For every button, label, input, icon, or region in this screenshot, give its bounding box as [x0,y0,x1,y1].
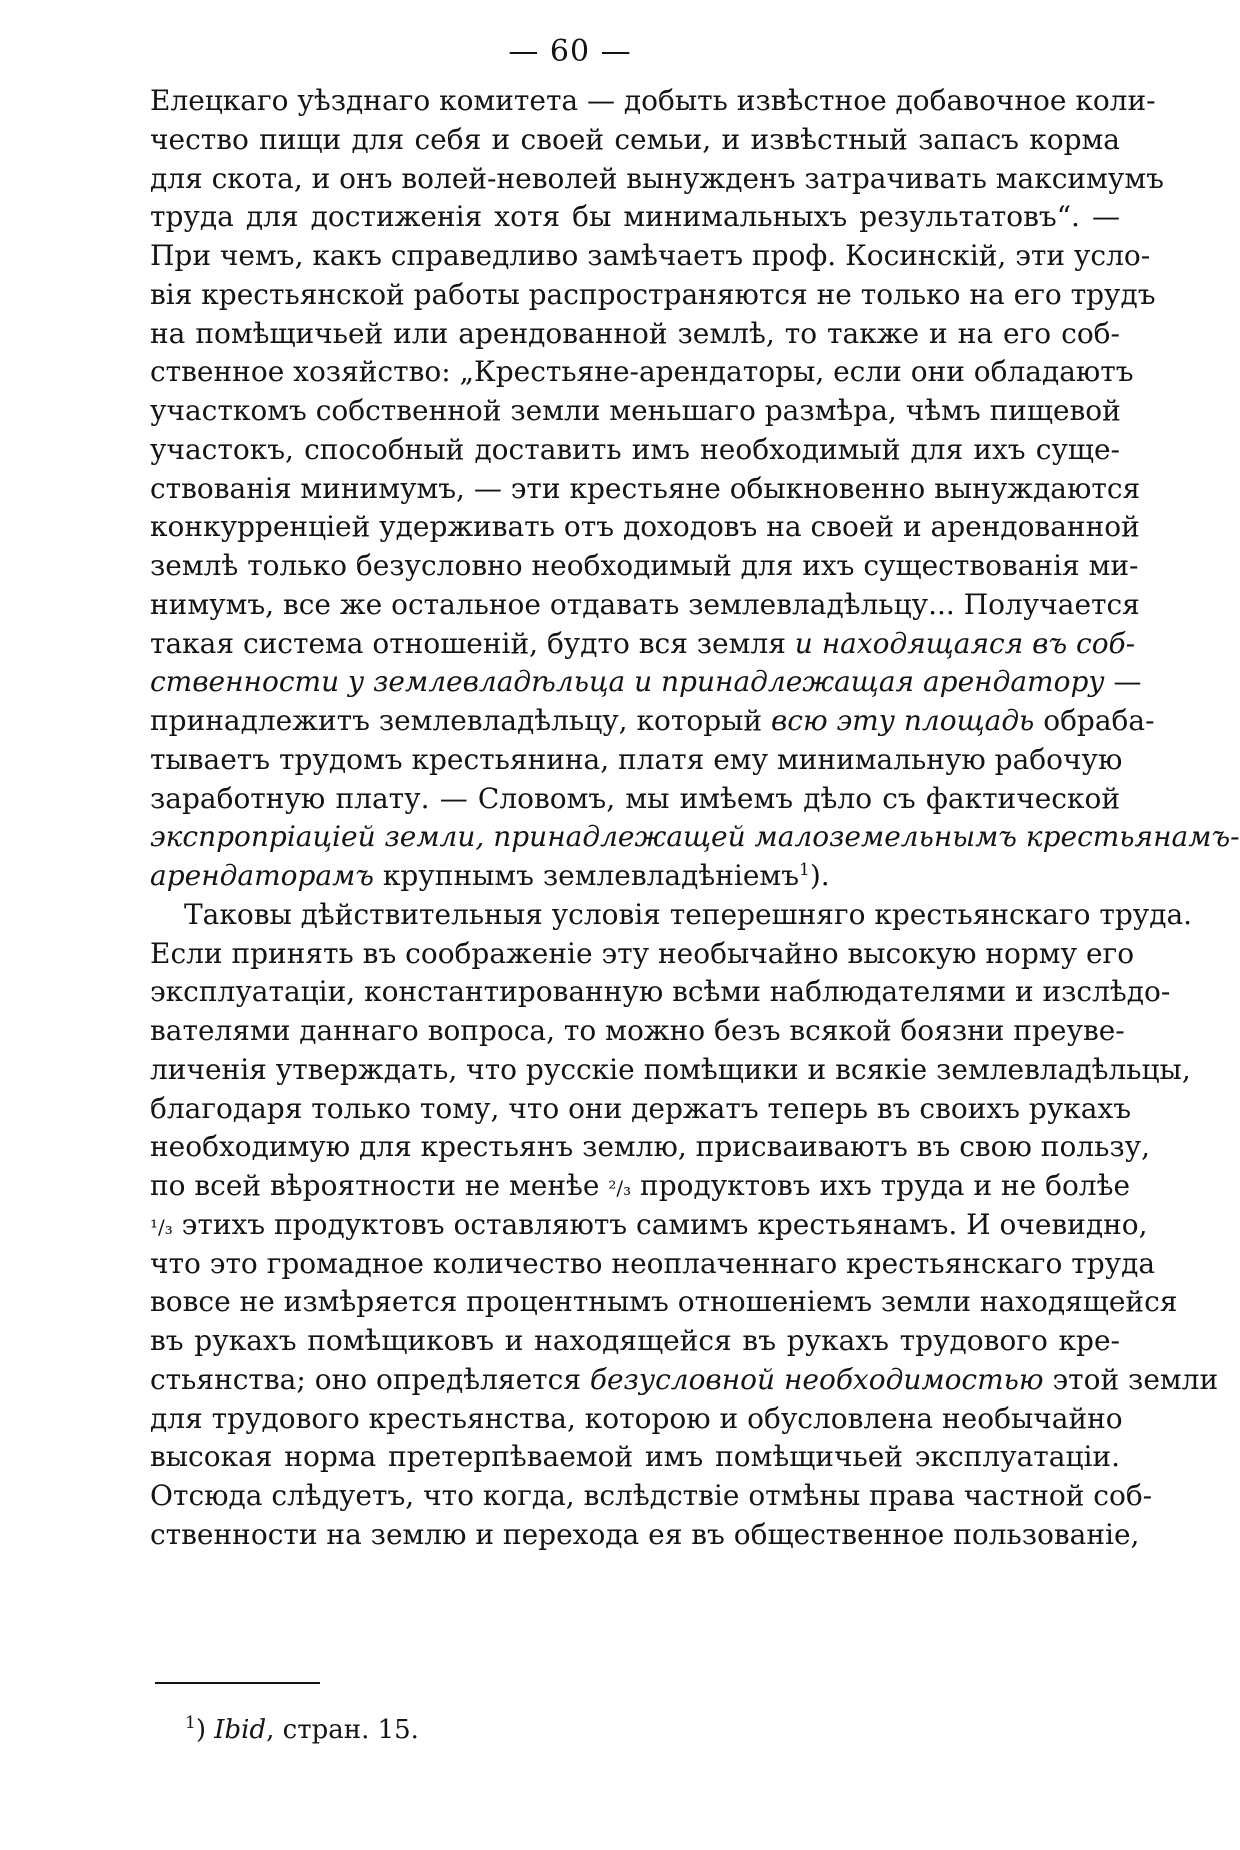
text-line [150,894,1193,936]
text-line [150,468,1141,510]
footnote-source: Ibid [214,1715,267,1745]
text-line [150,390,1120,432]
text-run: Отсюда слѣдуетъ, что когда, вслѣдствіе отмѣны права частной соб- [150,1479,1153,1512]
text-run: — [1104,665,1142,699]
italic-text: арендаторамъ [150,859,374,892]
fraction: ¹/₃ [150,1214,173,1239]
text-line [150,1204,1148,1246]
text-run: высокая норма претерпѣваемой имъ помѣщичьей эксплуатаціи. [150,1440,1120,1474]
text-line [150,1436,1120,1478]
text-run: труда для достиженія хотя бы минимальныхъ результатовъ“. — [150,200,1120,234]
text-run: благодаря только тому, что они держатъ теперь въ своихъ рукахъ [150,1091,1132,1125]
text-run: эксплуатаціи, константированную всѣми наблюдателями и изслѣдо- [150,975,1171,1009]
text-run: землѣ только безусловно необходимый для ихъ существованія ми- [150,549,1139,582]
text-run: ственное хозяйство: „Крестьяне-арендаторы, если они обладаютъ [150,355,1134,389]
text-line [150,80,1156,122]
footnote-marker: 1 [185,1713,196,1733]
text-line [150,1243,1156,1285]
text-run: такая система отношеній, будто вся земля [150,626,795,660]
text-run: вовсе не измѣряется процентнымъ отношеніемъ земли находящейся [150,1285,1178,1319]
text-line [150,933,1135,975]
text-run: этихъ продуктовъ оставляютъ самимъ крестьянамъ. И очевидно, [172,1207,1148,1241]
text-line [150,1475,1153,1517]
text-line [150,1320,1120,1362]
text-line [150,778,1120,820]
text-run: необходимую для крестьянъ землю, присваиваютъ въ свою пользу, [150,1130,1151,1164]
text-line [150,1165,1131,1207]
text-run: вателями даннаго вопроса, то можно безъ всякой боязни преуве- [150,1014,1125,1047]
text-run: стьянства; оно опредѣляется [150,1362,590,1396]
footnote-divider [155,1682,320,1684]
text-line [150,816,1240,858]
text-run: участкомъ собственной земли меньшаго размѣра, чѣмъ пищевой [150,394,1121,427]
text-run: личенія утверждать, что русскіе помѣщики и всякіе землевладѣльцы, [150,1052,1191,1086]
italic-text: ственности у землевладѣльца и принадлежащая арендатору [150,665,1105,699]
text-line [150,1049,1191,1091]
footnote-text: , стран. 15. [266,1715,419,1745]
text-run: принадлежитъ землевладѣльцу, который [150,704,771,737]
text-line [150,274,1156,316]
text-run: Таковы дѣйствительныя условія теперешняго крестьянскаго труда. [184,897,1193,931]
text-line [150,1514,1140,1556]
text-run: ствованія минимумъ, — эти крестьяне обыкновенно вынуждаются [150,471,1141,505]
text-run: вія крестьянской работы распространяются не только на его трудъ [150,277,1156,311]
fraction: ²/₃ [608,1176,632,1200]
text-line [150,351,1134,393]
text-run: Елецкаго уѣзднаго комитета — добыть извѣстное добавочное коли- [150,84,1156,117]
text-run: что это громадное количество неоплаченнаго крестьянскаго труда [150,1246,1156,1280]
text-run: заработную плату. — Словомъ, мы имѣемъ дѣло съ фактической [150,781,1120,815]
text-run: нимумъ, все же остальное отдавать землевладѣльцу... Получается [150,587,1140,621]
text-run: на помѣщичьей или арендованной землѣ, то также и на его соб- [150,316,1120,350]
text-line [150,196,1120,238]
text-line [150,313,1120,355]
text-line [150,158,1164,200]
text-line [150,1281,1178,1323]
text-run: въ рукахъ помѣщиковъ и находящейся въ рукахъ трудового кре- [150,1324,1120,1357]
text-line [150,700,1155,742]
text-line [150,661,1142,703]
text-run: обраба- [1034,704,1155,737]
text-run: При чемъ, какъ справедливо замѣчаетъ проф. Косинскій, эти усло- [150,239,1151,272]
text-line [150,545,1139,587]
text-run: тываетъ трудомъ крестьянина, платя ему минимальную рабочую [150,742,1123,776]
text-run: для скота, и онъ волей-неволей вынужденъ затрачивать максимумъ [150,161,1164,195]
footnote [185,1712,419,1748]
text-line [150,623,1136,665]
text-line [150,429,1120,471]
text-line [150,1398,1123,1440]
text-run: ственности на землю и перехода ея въ общественное пользованіе, [150,1517,1140,1551]
italic-text: экспропріаціей земли, принадлежащей малоземельнымъ крестьянамъ- [150,820,1240,854]
text-run: ). [809,859,830,892]
text-line [150,1126,1151,1168]
italic-text: безусловной необходимостью [589,1362,1044,1396]
text-line [150,119,1120,161]
text-run: участокъ, способный доставить имъ необходимый для ихъ суще- [150,432,1120,466]
text-line [150,1010,1125,1052]
text-run: чество пищи для себя и своей семьи, и извѣстный запасъ корма [150,122,1120,156]
text-run: конкурренціей удерживать отъ доходовъ на своей и арендованной [150,510,1140,544]
text-run: Если принять въ соображеніе эту необычайно высокую норму его [150,936,1135,970]
text-line [150,235,1151,277]
text-run: по всей вѣроятности не менѣе [150,1169,609,1202]
text-run: этой земли [1043,1362,1219,1396]
text-line [150,506,1140,548]
italic-text: и находящаяся въ соб- [794,626,1136,660]
text-run: для трудового крестьянства, которою и обусловлена необычайно [150,1401,1123,1435]
footnote-marker-close: ) [195,1715,206,1745]
footnote-ref: 1 [799,860,810,880]
text-line [150,1088,1132,1130]
text-run: продуктовъ ихъ труда и не болѣе [631,1169,1131,1202]
text-line [150,1359,1219,1401]
text-line [150,739,1123,781]
text-line [150,855,1120,897]
page-number: — 60 — [508,34,632,69]
text-line [150,971,1171,1013]
text-line [150,584,1140,626]
text-run: крупнымъ землевладѣніемъ [373,859,800,892]
italic-text: всю эту площадь [770,704,1035,737]
